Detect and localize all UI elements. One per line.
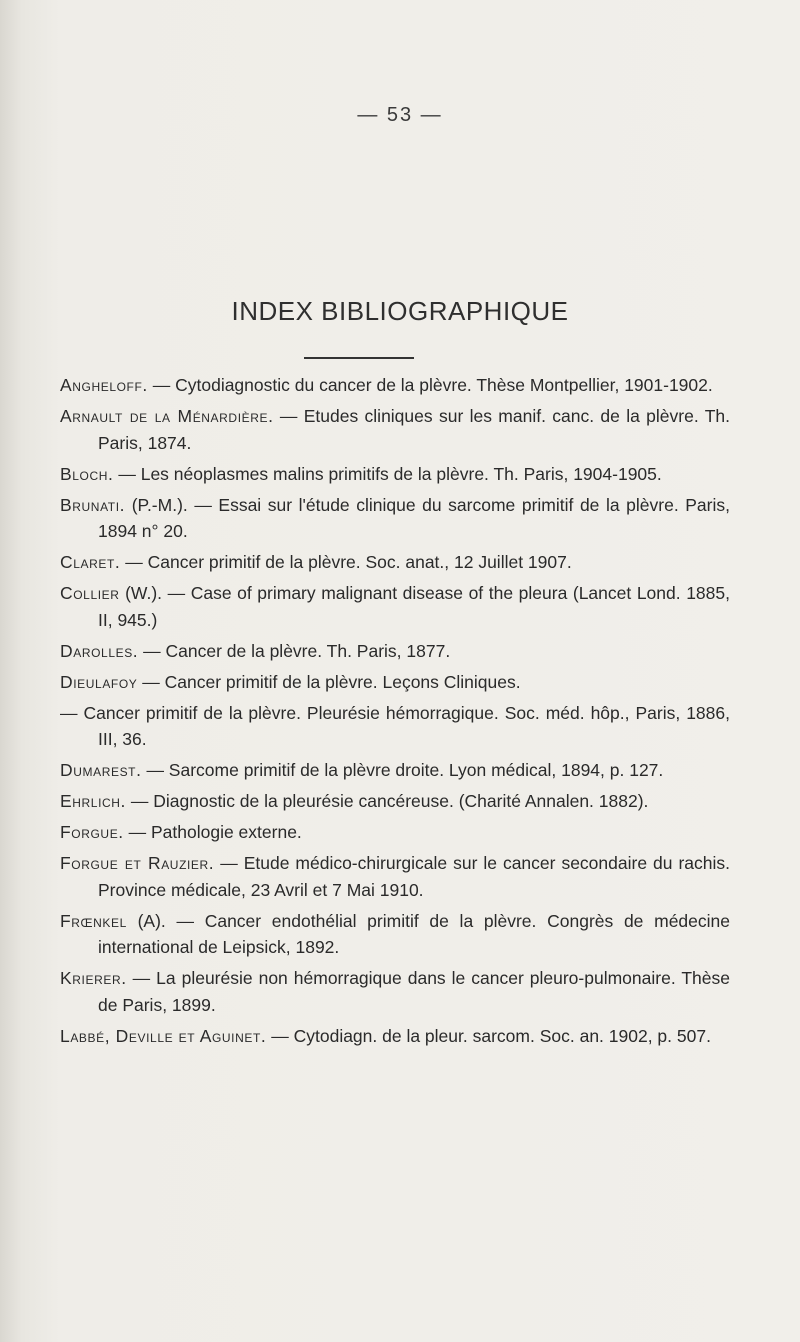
bibliography-entry [60,757,730,784]
entry-author: Brunati. [60,494,126,515]
entry-author: Claret. [60,552,121,572]
entry-text: — Cancer primitif de la plèvre. Soc. anat., 12 Juillet 1907. [120,552,572,572]
page-title: INDEX BIBLIOGRAPHIQUE [231,296,569,326]
bibliography-entry [60,372,730,399]
entry-text: (W.). — Case of primary malignant disease of the pleura (Lancet Lond. 1885, II, 945.) [98,583,730,630]
entry-author: Bloch. [60,463,114,484]
entry-text: — Cytodiagnostic du cancer de la plèvre. Thèse Montpellier, 1901-1902. [147,375,713,395]
entry-text: — Cytodiagn. de la pleur. sarcom. Soc. an. 1902, p. 507. [266,1025,711,1046]
entry-author: Forgue. [60,822,124,842]
bibliography-entry [60,638,730,665]
bibliography-list [60,372,730,1054]
entry-author: Labbé, Deville et Aguinet. [60,1025,267,1046]
entry-author: Darolles. [60,640,139,661]
bibliography-entry [60,549,730,576]
entry-text: — Les néoplasmes malins primitifs de la plèvre. Th. Paris, 1904-1905. [113,463,662,484]
entry-text: — Diagnostic de la pleurésie cancéreuse. (Charité Annalen. 1882). [126,791,649,811]
page-number: — 53 — [357,104,443,126]
bibliography-entry [60,1023,730,1050]
entry-text: — La pleurésie non hémorragique dans le cancer pleuro-pulmonaire. Thèse de Paris, 1899. [98,968,730,1015]
entry-text: — Cancer primitif de la plèvre. Pleurésie hémorragique. Soc. méd. hôp., Paris, 1886, III, 36. [60,702,730,749]
entry-author: Arnault de la Ménardière. [60,406,274,426]
entry-author: Ehrlich. [60,791,127,811]
bibliography-entry [60,819,730,846]
bibliography-entry [60,580,730,633]
bibliography-entry [60,492,730,545]
entry-text: (A). — Cancer endothélial primitif de la plèvre. Congrès de médecine international de Leipsick, 1892. [98,910,730,957]
entry-text: — Cancer primitif de la plèvre. Leçons Cliniques. [137,671,521,692]
entry-author: Angheloff. [60,375,148,395]
bibliography-entry [60,403,730,456]
entry-text: — Etude médico-chirurgicale sur le cancer secondaire du rachis. Province médicale, 23 Avril et 7 Mai 1910. [98,853,730,900]
entry-author: Dieulafoy [60,671,138,692]
entry-text: (P.-M.). — Essai sur l'étude clinique du sarcome primitif de la plèvre. Paris, 1894 n° 20. [98,494,730,541]
entry-author: Dumarest. [60,760,142,780]
entry-text: — Cancer de la plèvre. Th. Paris, 1877. [138,640,451,661]
entry-text: — Etudes cliniques sur les manif. canc. de la plèvre. Th. Paris, 1874. [98,406,730,453]
entry-author: Frœnkel [60,910,127,931]
bibliography-entry [60,965,730,1018]
entry-author: Krierer. [60,968,127,988]
bibliography-entry [60,669,730,696]
bibliography-entry [60,850,730,903]
bibliography-entry [60,700,730,753]
bibliography-entry [60,908,730,961]
entry-author: Collier [60,583,120,603]
entry-text: — Sarcome primitif de la plèvre droite. Lyon médical, 1894, p. 127. [141,760,664,780]
entry-author: Forgue et Rauzier. [60,853,215,873]
entry-text: — Pathologie externe. [123,822,302,842]
bibliography-entry [60,788,730,815]
title-divider [304,357,414,359]
bibliography-entry [60,461,730,488]
